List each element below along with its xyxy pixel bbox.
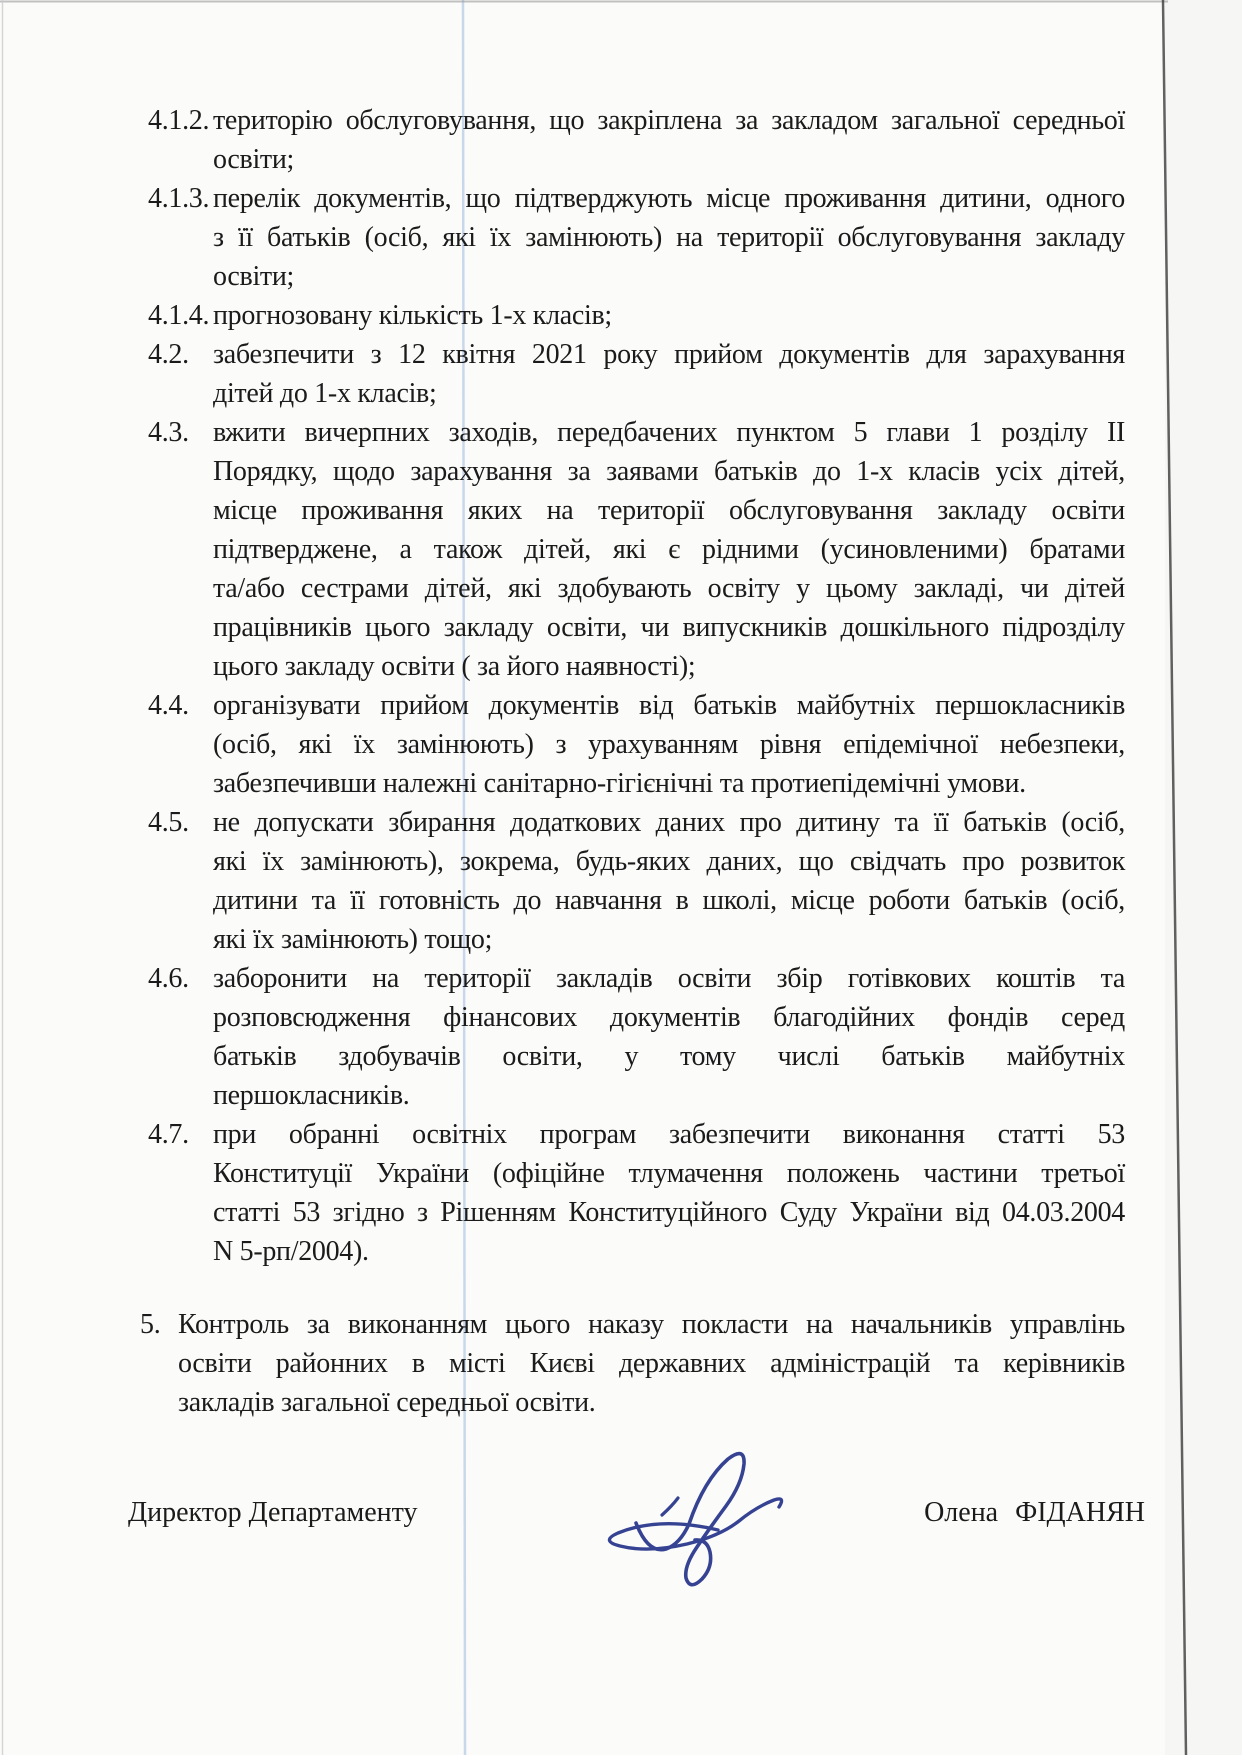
item-number: 4.5. bbox=[148, 807, 189, 838]
text-line: дитини та її готовність до навчання в школі, місце роботи батьків (осіб, bbox=[213, 885, 1125, 916]
text-line: підтверджене, а також дітей, які є рідними (усиновленими) братами bbox=[213, 534, 1125, 565]
list-item bbox=[148, 686, 1125, 803]
list-item bbox=[140, 1305, 1125, 1422]
text-line: територію обслуговування, що закріплена за закладом загальної середньої bbox=[213, 105, 1125, 136]
text-line: заборонити на території закладів освіти збір готівкових коштів та bbox=[213, 963, 1125, 994]
signatory-title: Директор Департаменту bbox=[128, 1497, 418, 1528]
text-line: закладів загальної середньої освіти. bbox=[178, 1387, 596, 1418]
text-line: не допускати збирання додаткових даних про дитину та її батьків (осіб, bbox=[213, 807, 1125, 838]
text-line: N 5-рп/2004). bbox=[213, 1236, 369, 1267]
text-line: батьків здобувачів освіти, у тому числі батьків майбутніх bbox=[213, 1041, 1125, 1072]
signature-stroke bbox=[636, 1454, 744, 1585]
list-item bbox=[148, 101, 1125, 179]
text-line: перелік документів, що підтверджують місце проживання дитини, одного bbox=[213, 183, 1125, 214]
text-line: при обранні освітніх програм забезпечити виконання статті 53 bbox=[213, 1119, 1125, 1150]
text-line: дітей до 1-х класів; bbox=[213, 378, 437, 409]
list-item bbox=[148, 803, 1125, 959]
text-line: (осіб, які їх замінюють) з урахуванням рівня епідемічної небезпеки, bbox=[213, 729, 1125, 760]
text-line: забезпечивши належні санітарно-гігієнічні та протиепідемічні умови. bbox=[213, 768, 1026, 799]
item-number: 4.7. bbox=[148, 1119, 189, 1150]
item-number: 5. bbox=[140, 1309, 161, 1340]
list-item bbox=[148, 959, 1125, 1115]
list-item bbox=[148, 413, 1125, 686]
order-item-5-host bbox=[140, 1305, 1125, 1422]
item-number: 4.1.4. bbox=[148, 300, 210, 331]
item-number: 4.6. bbox=[148, 963, 189, 994]
text-line: Конституції України (офіційне тлумачення положень частини третьої bbox=[213, 1158, 1125, 1189]
item-number: 4.3. bbox=[148, 417, 189, 448]
text-line: які їх замінюють) тощо; bbox=[213, 924, 493, 955]
text-line: забезпечити з 12 квітня 2021 року прийом документів для зарахування bbox=[213, 339, 1125, 370]
signatory-name: Олена ФІДАНЯН bbox=[924, 1497, 1145, 1528]
signature-stroke bbox=[662, 1498, 678, 1515]
text-line: освіти; bbox=[213, 144, 295, 175]
text-line: які їх замінюють), зокрема, будь-яких даних, що свідчать про розвиток bbox=[213, 846, 1125, 877]
list-item bbox=[148, 179, 1125, 296]
text-line: місце проживання яких на території обслуговування закладу освіти bbox=[213, 495, 1125, 526]
item-number: 4.2. bbox=[148, 339, 189, 370]
text-line: з її батьків (осіб, які їх замінюють) на території обслуговування закладу bbox=[213, 222, 1125, 253]
signature-ink bbox=[598, 1448, 788, 1588]
item-number: 4.1.2. bbox=[148, 105, 210, 136]
item-number: 4.1.3. bbox=[148, 183, 210, 214]
text-line: та/або сестрами дітей, які здобувають освіту у цьому закладі, чи дітей bbox=[213, 573, 1125, 604]
text-line: працівників цього закладу освіти, чи випускників дошкільного підрозділу bbox=[213, 612, 1125, 643]
list-item bbox=[148, 1115, 1125, 1271]
text-line: цього закладу освіти ( за його наявності); bbox=[213, 651, 696, 682]
text-line: освіти районних в місті Києві державних адміністрацій та керівників bbox=[178, 1348, 1125, 1379]
list-item bbox=[148, 335, 1125, 413]
list-item bbox=[148, 296, 1125, 335]
text-line: прогнозовану кількість 1-х класів; bbox=[213, 300, 612, 331]
item-number: 4.4. bbox=[148, 690, 189, 721]
text-line: Порядку, щодо зарахування за заявами батьків до 1-х класів усіх дітей, bbox=[213, 456, 1125, 487]
text-line: розповсюдження фінансових документів благодійних фондів серед bbox=[213, 1002, 1125, 1033]
text-line: організувати прийом документів від батьків майбутніх першокласників bbox=[213, 690, 1125, 721]
order-items bbox=[148, 101, 1125, 1271]
text-line: статті 53 згідно з Рішенням Конституційного Суду України від 04.03.2004 bbox=[213, 1197, 1125, 1228]
text-line: першокласників. bbox=[213, 1080, 410, 1111]
text-line: Контроль за виконанням цього наказу покласти на начальників управлінь bbox=[178, 1309, 1125, 1340]
text-line: освіти; bbox=[213, 261, 295, 292]
text-line: вжити вичерпних заходів, передбачених пунктом 5 глави 1 розділу II bbox=[213, 417, 1125, 448]
